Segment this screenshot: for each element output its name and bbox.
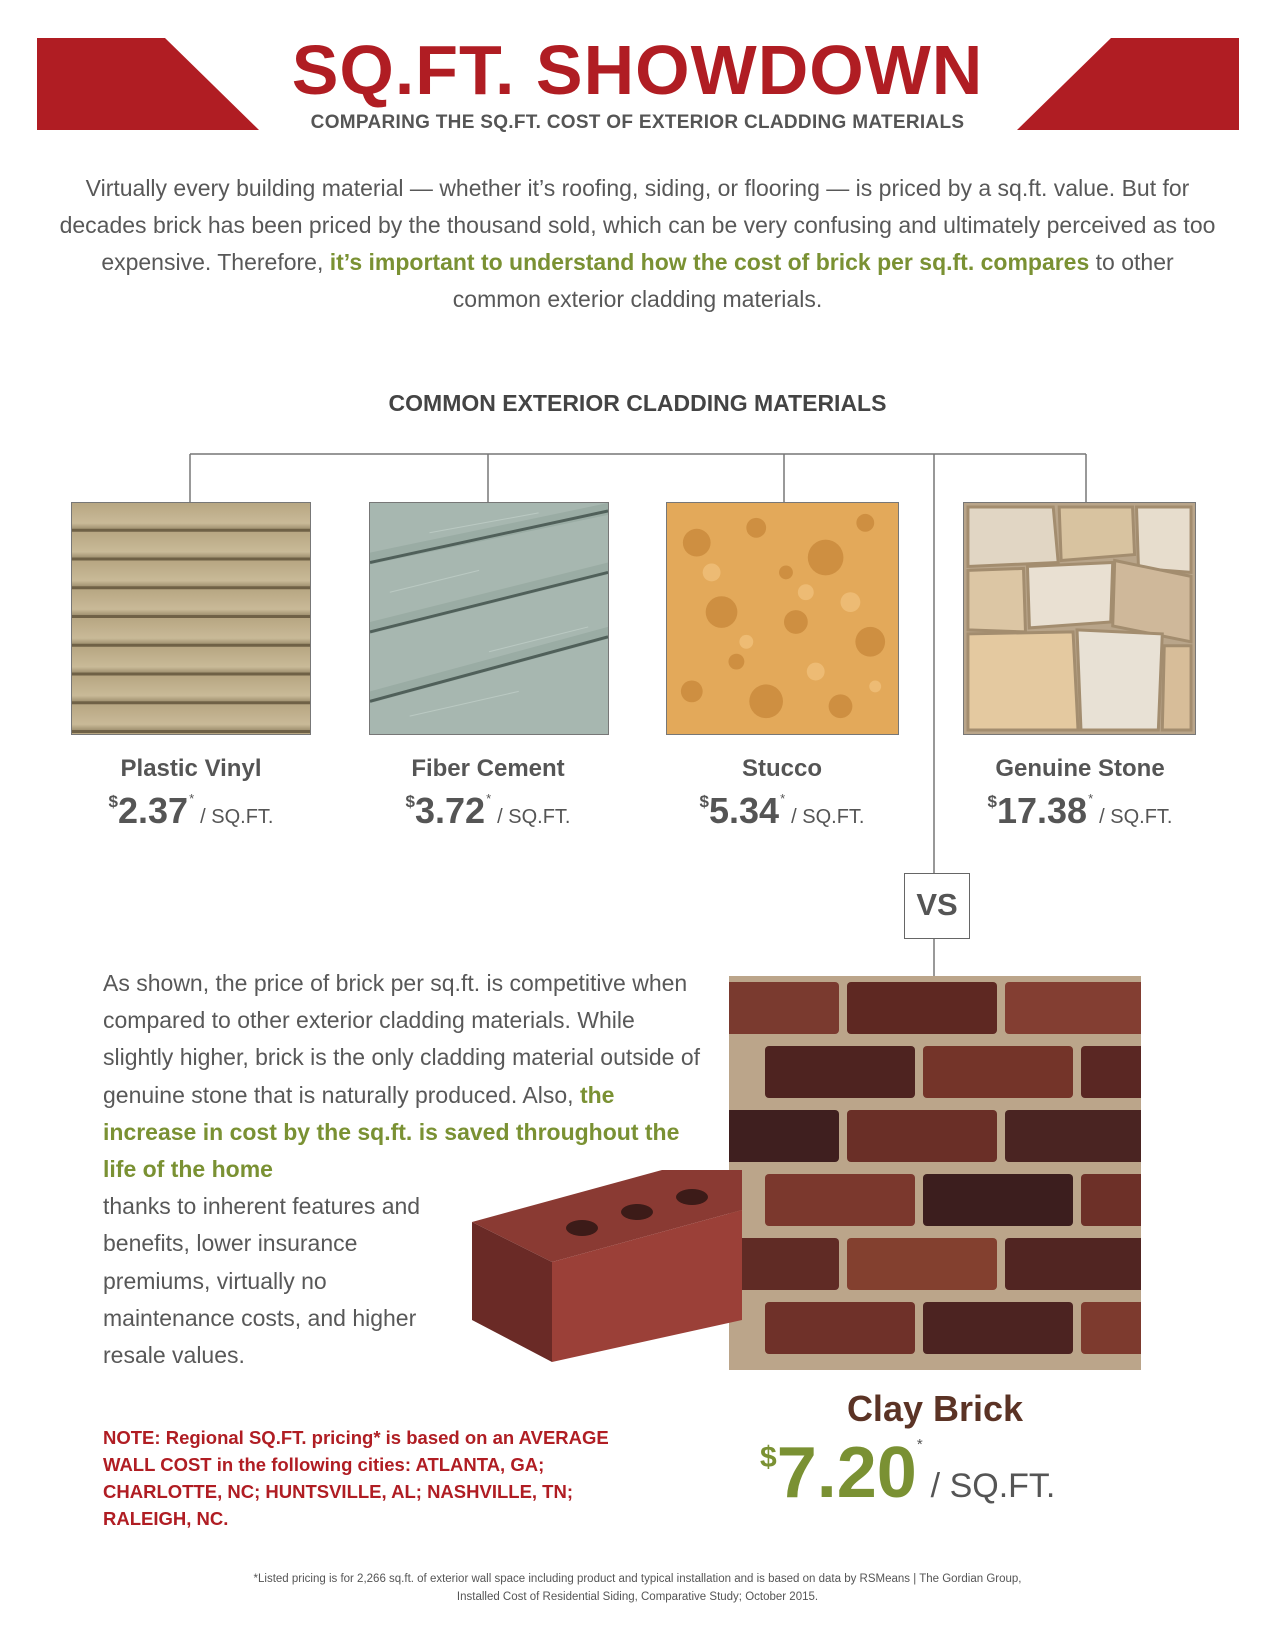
material-name-stucco: Stucco: [741, 755, 822, 782]
intro-text-1: Virtually every building material — whether it’s roofing, siding, or flooring — is priced by a sq.ft. value. But for decades brick has been priced by the thousand sold, which can be very confusing and ultimately perceived as too expensive. Therefore,: [59, 175, 1216, 275]
material-price-fiber-cement: [358, 790, 618, 832]
clay-brick-swatch: [729, 976, 1141, 1370]
intro-text-2: to other common exterior cladding materials.: [452, 249, 1174, 312]
currency-symbol: $: [699, 792, 709, 811]
regional-pricing-note: [103, 1424, 663, 1532]
asterisk: *: [780, 791, 786, 806]
clay-brick-block-image: [472, 1170, 742, 1362]
asterisk: *: [1088, 791, 1094, 806]
asterisk: *: [486, 791, 492, 806]
price-amount: 2.37: [117, 790, 189, 831]
vs-badge: VS: [904, 873, 970, 939]
intro-paragraph: [55, 170, 1220, 318]
price-unit: / SQ.FT.: [1099, 806, 1173, 828]
genuine-stone-swatch: [963, 502, 1196, 735]
price-unit: / SQ.FT.: [200, 806, 274, 828]
brick-description-highlight: the increase in cost by the sq.ft. is saved throughout the life of the home: [103, 1081, 680, 1183]
price-amount: 5.34: [708, 790, 780, 831]
intro-highlight: it’s important to understand how the cost of brick per sq.ft. compares: [329, 249, 1090, 275]
pricing-footnote: [0, 1570, 1275, 1606]
asterisk: *: [189, 791, 195, 806]
price-unit: / SQ.FT.: [930, 1467, 1056, 1505]
footnote-line-2: Installed Cost of Residential Siding, Comparative Study; October 2015.: [456, 1591, 819, 1603]
note-text-1: Regional SQ.FT. pricing* is based on an: [160, 1427, 519, 1448]
currency-symbol: $: [987, 792, 997, 811]
currency-symbol: $: [760, 1441, 777, 1474]
page-title: SQ.FT. SHOWDOWN: [291, 31, 984, 109]
clay-brick-name: Clay Brick: [846, 1388, 1024, 1429]
price-unit: / SQ.FT.: [791, 806, 865, 828]
brick-description-text-2: thanks to inherent features and benefits, lower insurance premiums, virtually no maintenance costs, and higher resale values.: [103, 1193, 421, 1369]
material-name-fiber-cement: Fiber Cement: [411, 755, 565, 782]
price-unit: / SQ.FT.: [497, 806, 571, 828]
material-price-stucco: [652, 790, 912, 832]
price-amount: 7.20: [776, 1433, 917, 1513]
materials-heading: COMMON EXTERIOR CLADDING MATERIALS: [388, 390, 887, 416]
plastic-vinyl-swatch: [71, 502, 311, 735]
stucco-swatch: [666, 502, 899, 735]
currency-symbol: $: [108, 792, 118, 811]
material-price-plastic-vinyl: [61, 790, 321, 832]
note-emphasis: AVERAGE WALL COST: [103, 1427, 609, 1475]
asterisk: *: [916, 1436, 923, 1453]
footnote-line-1: *Listed pricing is for 2,266 sq.ft. of exterior wall space including product and typical installation and is based on data by RSMeans | The Gordian Group,: [253, 1573, 1022, 1585]
clay-brick-price: [760, 1432, 1160, 1514]
note-text-2: in the following cities:: [211, 1454, 416, 1475]
fiber-cement-swatch: [369, 502, 609, 735]
price-amount: 3.72: [414, 790, 486, 831]
currency-symbol: $: [405, 792, 415, 811]
note-cities: ATLANTA, GA; CHARLOTTE, NC; HUNTSVILLE, AL; NASHVILLE, TN; RALEIGH, NC.: [103, 1454, 574, 1529]
brick-description-text-1: As shown, the price of brick per sq.ft. is competitive when compared to other exterior cladding materials. While slightly higher, brick is the only cladding material outside of genuine stone that is naturally produced. Also,: [103, 970, 701, 1108]
material-name-genuine-stone: Genuine Stone: [995, 755, 1165, 782]
price-amount: 17.38: [996, 790, 1088, 831]
note-label: NOTE:: [103, 1427, 161, 1448]
material-name-plastic-vinyl: Plastic Vinyl: [120, 755, 262, 782]
page-subtitle: COMPARING THE SQ.FT. COST OF EXTERIOR CLADDING MATERIALS: [310, 112, 965, 133]
material-price-genuine-stone: [950, 790, 1210, 832]
